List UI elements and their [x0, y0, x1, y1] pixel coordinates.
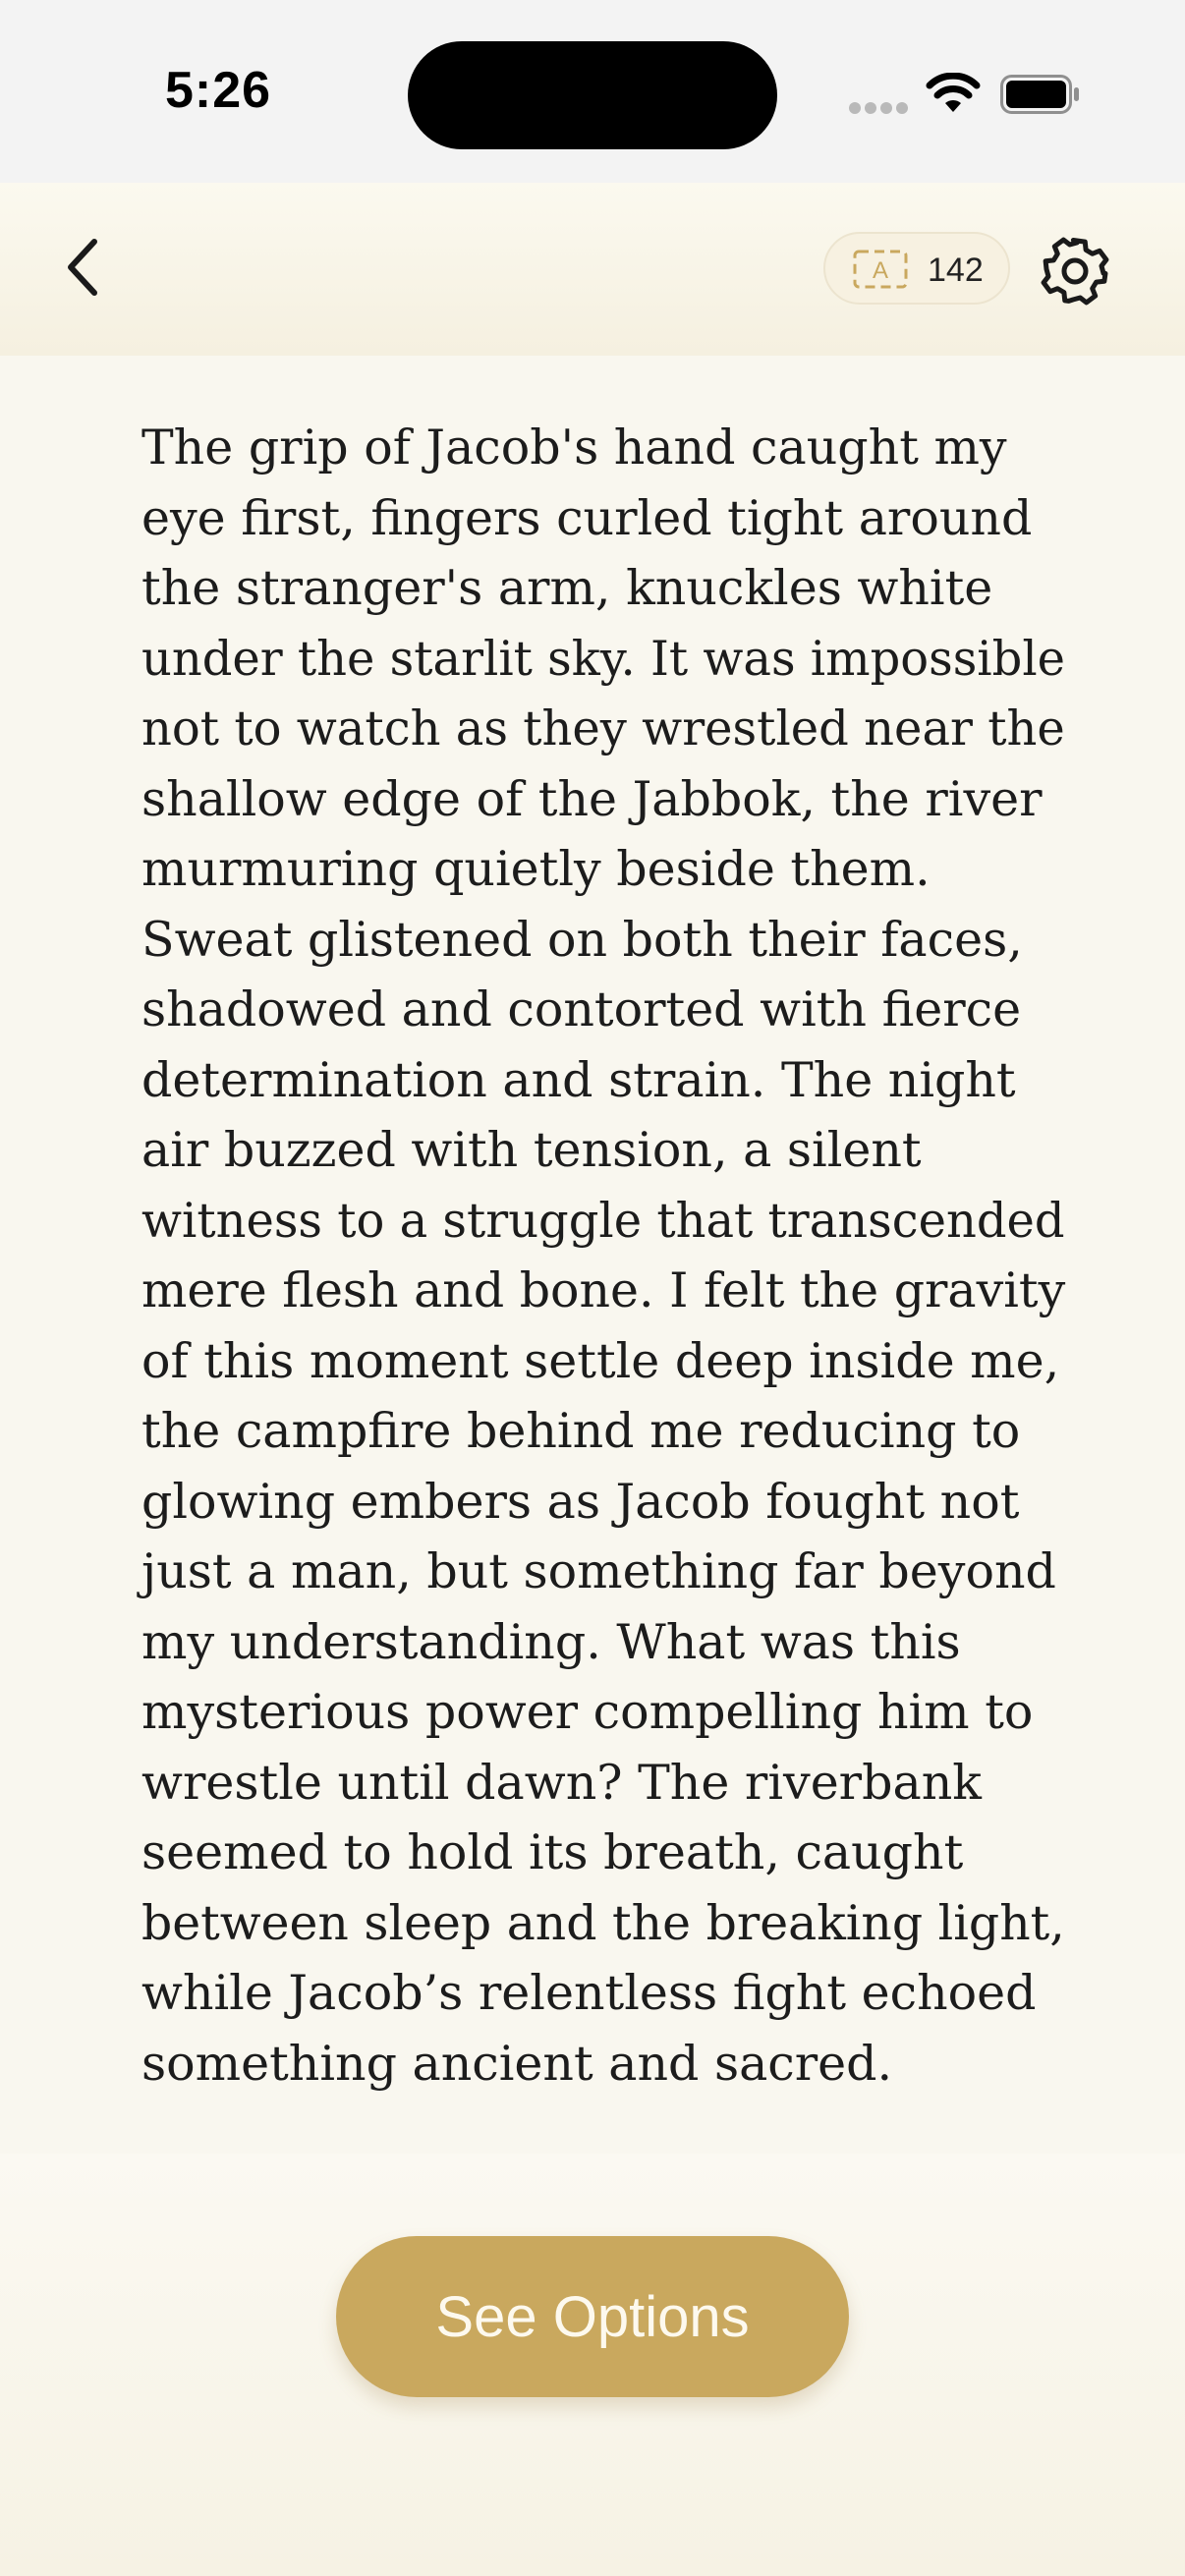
story-line: shadowed and contorted with fierce [141, 981, 1022, 1037]
chevron-left-icon [55, 238, 124, 307]
gear-icon [1038, 234, 1112, 308]
bottom-action-area [0, 2154, 1185, 2576]
dynamic-island [408, 41, 777, 149]
story-line: mysterious power compelling him to [141, 1684, 1034, 1740]
nav-bar [0, 183, 1185, 356]
story-line: mere flesh and bone. I felt the gravity [141, 1262, 1066, 1318]
story-line: under the starlit sky. It was impossible [141, 630, 1066, 687]
story-line: just a man, but something far beyond [141, 1543, 1056, 1599]
story-line: not to watch as they wrestled near the [141, 700, 1065, 756]
story-line: something ancient and sacred. [141, 2035, 893, 2092]
story-line: my understanding. What was this [141, 1613, 961, 1670]
back-button[interactable] [55, 238, 124, 307]
status-time: 5:26 [165, 62, 272, 119]
story-line: Sweat glistened on both their faces, [141, 911, 1023, 968]
story-text [141, 413, 1065, 2099]
story-line: eye first, fingers curled tight around [141, 489, 1033, 546]
story-line: glowing embers as Jacob fought not [141, 1473, 1020, 1530]
story-line: the stranger's arm, knuckles white [141, 560, 993, 616]
text-tag-icon [853, 250, 908, 289]
story-line: shallow edge of the Jabbok, the river [141, 770, 1043, 827]
settings-button[interactable] [1038, 234, 1112, 308]
story-line: murmuring quietly beside them. [141, 841, 931, 897]
story-line: The grip of Jacob's hand caught my [141, 420, 1007, 476]
status-bar [0, 0, 1185, 183]
cellular-signal-icon [849, 102, 908, 114]
credits-count: 142 [928, 252, 984, 289]
story-content [0, 356, 1185, 2154]
story-line: seemed to hold its breath, caught [141, 1824, 964, 1880]
story-line: witness to a struggle that transcended [141, 1192, 1065, 1249]
battery-icon [1000, 75, 1081, 114]
story-line: wrestle until dawn? The riverbank [141, 1754, 982, 1811]
see-options-button[interactable]: See Options [336, 2236, 849, 2397]
story-line: air buzzed with tension, a silent [141, 1122, 922, 1178]
wifi-icon [926, 73, 981, 114]
story-line: of this moment settle deep inside me, [141, 1332, 1060, 1389]
svg-text:A: A [872, 257, 889, 284]
credits-badge[interactable] [823, 232, 1010, 305]
story-line: between sleep and the breaking light, [141, 1894, 1065, 1951]
story-line: while Jacob’s relentless fight echoed [141, 1965, 1037, 2021]
story-line: the campfire behind me reducing to [141, 1403, 1021, 1459]
story-line: determination and strain. The night [141, 1051, 1016, 1108]
